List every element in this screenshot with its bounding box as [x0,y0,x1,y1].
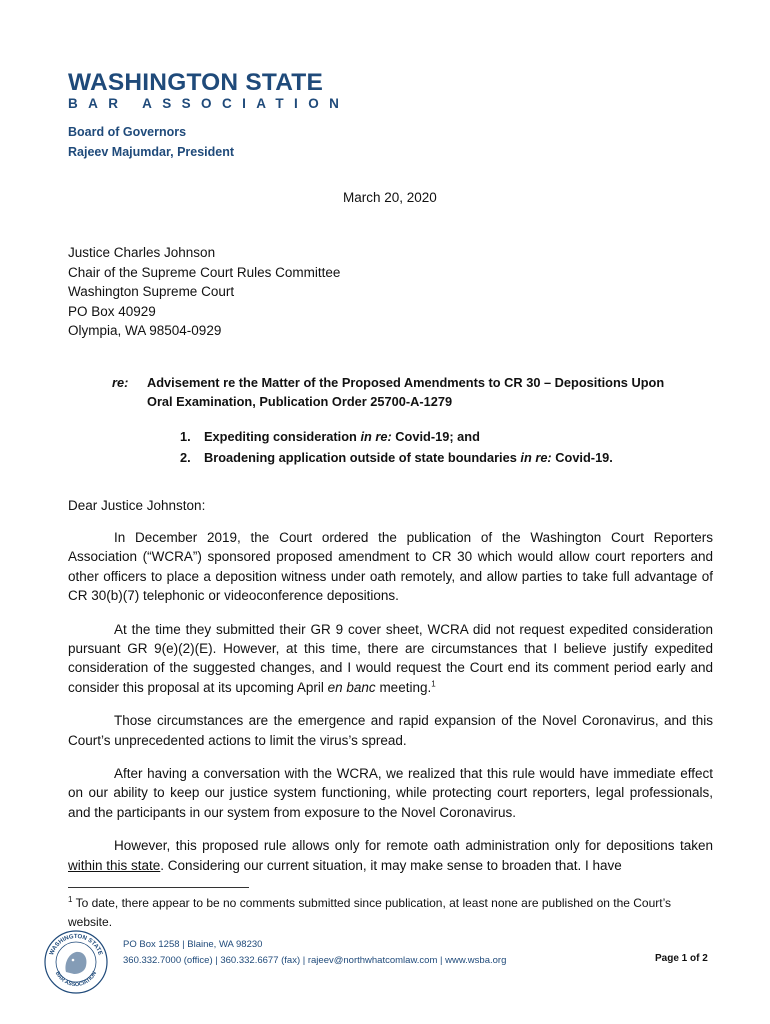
paragraph: In December 2019, the Court ordered the publication of the Washington Court Reporters Association (“WCRA”) sponsored proposed amendment to CR 30 which would allow court reporters and other officers to place a deposition witness under oath remotely, and allow parties to take full advantage of CR 30(b)(7) telephonic or videoconference depositions. [68,530,713,604]
address-line: Justice Charles Johnson [68,245,216,260]
paragraph [68,620,713,698]
seal-text-top: WASHINGTON STATE [49,933,103,957]
list-number: 2. [180,450,191,465]
footnote-divider [68,887,249,888]
wsba-logo [68,70,349,112]
list-text: Covid-19. [551,450,613,465]
subject-text [147,373,707,411]
letter-body [68,528,713,889]
paragraph: After having a conversation with the WCRA, we realized that this rule would have immediate effect on our ability to keep our justice system functioning, while protecting court reporters, legal professionals, and the participants in our system from exposure to the Novel Coronavirus. [68,766,713,820]
re-label: re: [112,375,129,390]
recipient-address [68,243,340,341]
subject-line: Advisement re the Matter of the Proposed Amendments to CR 30 – Depositions Upon [147,375,665,390]
president-name: Rajeev Majumdar, President [68,145,235,159]
paragraph-text: However, this proposed rule allows only for remote oath administration only for depositions taken [114,838,713,854]
letter-footer [123,937,506,969]
letter-date: March 20, 2020 [343,190,437,205]
paragraph-text: . Considering our current situation, it may make sense to broaden that. I have [160,857,622,873]
paragraph: Those circumstances are the emergence and rapid expansion of the Novel Coronavirus, and this Court’s unprecedented actions to limit the virus’s spread. [68,713,713,748]
list-item [180,426,613,447]
wsba-seal-icon [44,930,108,994]
board-block [68,122,234,162]
paragraph [68,836,713,875]
footnote-mark: 1 [68,895,73,904]
footer-address: PO Box 1258 | Blaine, WA 98230 [123,939,263,950]
paragraph-text: meeting. [375,679,432,695]
subject-list [180,426,613,468]
page-number: Page 1 of 2 [655,953,708,964]
salutation: Dear Justice Johnston: [68,498,206,513]
address-line: Olympia, WA 98504-0929 [68,323,222,338]
list-number: 1. [180,429,191,444]
list-text: Expediting consideration [204,429,361,444]
list-italic: in re: [520,450,552,465]
footnote-ref[interactable]: 1 [431,679,436,689]
paragraph-italic: en banc [327,679,376,695]
logo-subtitle: BAR ASSOCIATION [68,96,350,111]
subject-line: Oral Examination, Publication Order 25700-A-1279 [147,394,453,409]
address-line: Chair of the Supreme Court Rules Committee [68,264,341,280]
list-text: Covid-19; and [391,429,480,444]
list-text: Broadening application outside of state boundaries [204,450,521,465]
footer-contact[interactable]: 360.332.7000 (office) | 360.332.6677 (fax) | rajeev@northwhatcomlaw.com | www.wsba.org [123,955,507,966]
address-line: Washington Supreme Court [68,284,235,299]
seal-text-bottom: BAR ASSOCIATION [53,970,99,989]
board-name: Board of Governors [68,125,187,139]
list-italic: in re: [360,429,392,444]
list-item [180,447,613,468]
paragraph-underline: within this state [68,857,161,873]
logo-title: WASHINGTON STATE [68,69,324,96]
address-line: PO Box 40929 [68,303,156,319]
footnote-text: To date, there appear to be no comments submitted since publication, at least none are published on the Court’s website. [68,896,672,929]
footnote [68,894,713,932]
paragraph-text: At the time they submitted their GR 9 cover sheet, WCRA did not request expedited consideration pursuant GR 9(e)(2)(E). However, at this time, there are circumstances that I believe justify expedited consideration of the suggested changes, and I would request the Court end its comment period early and consider this proposal at its upcoming April [68,621,713,695]
